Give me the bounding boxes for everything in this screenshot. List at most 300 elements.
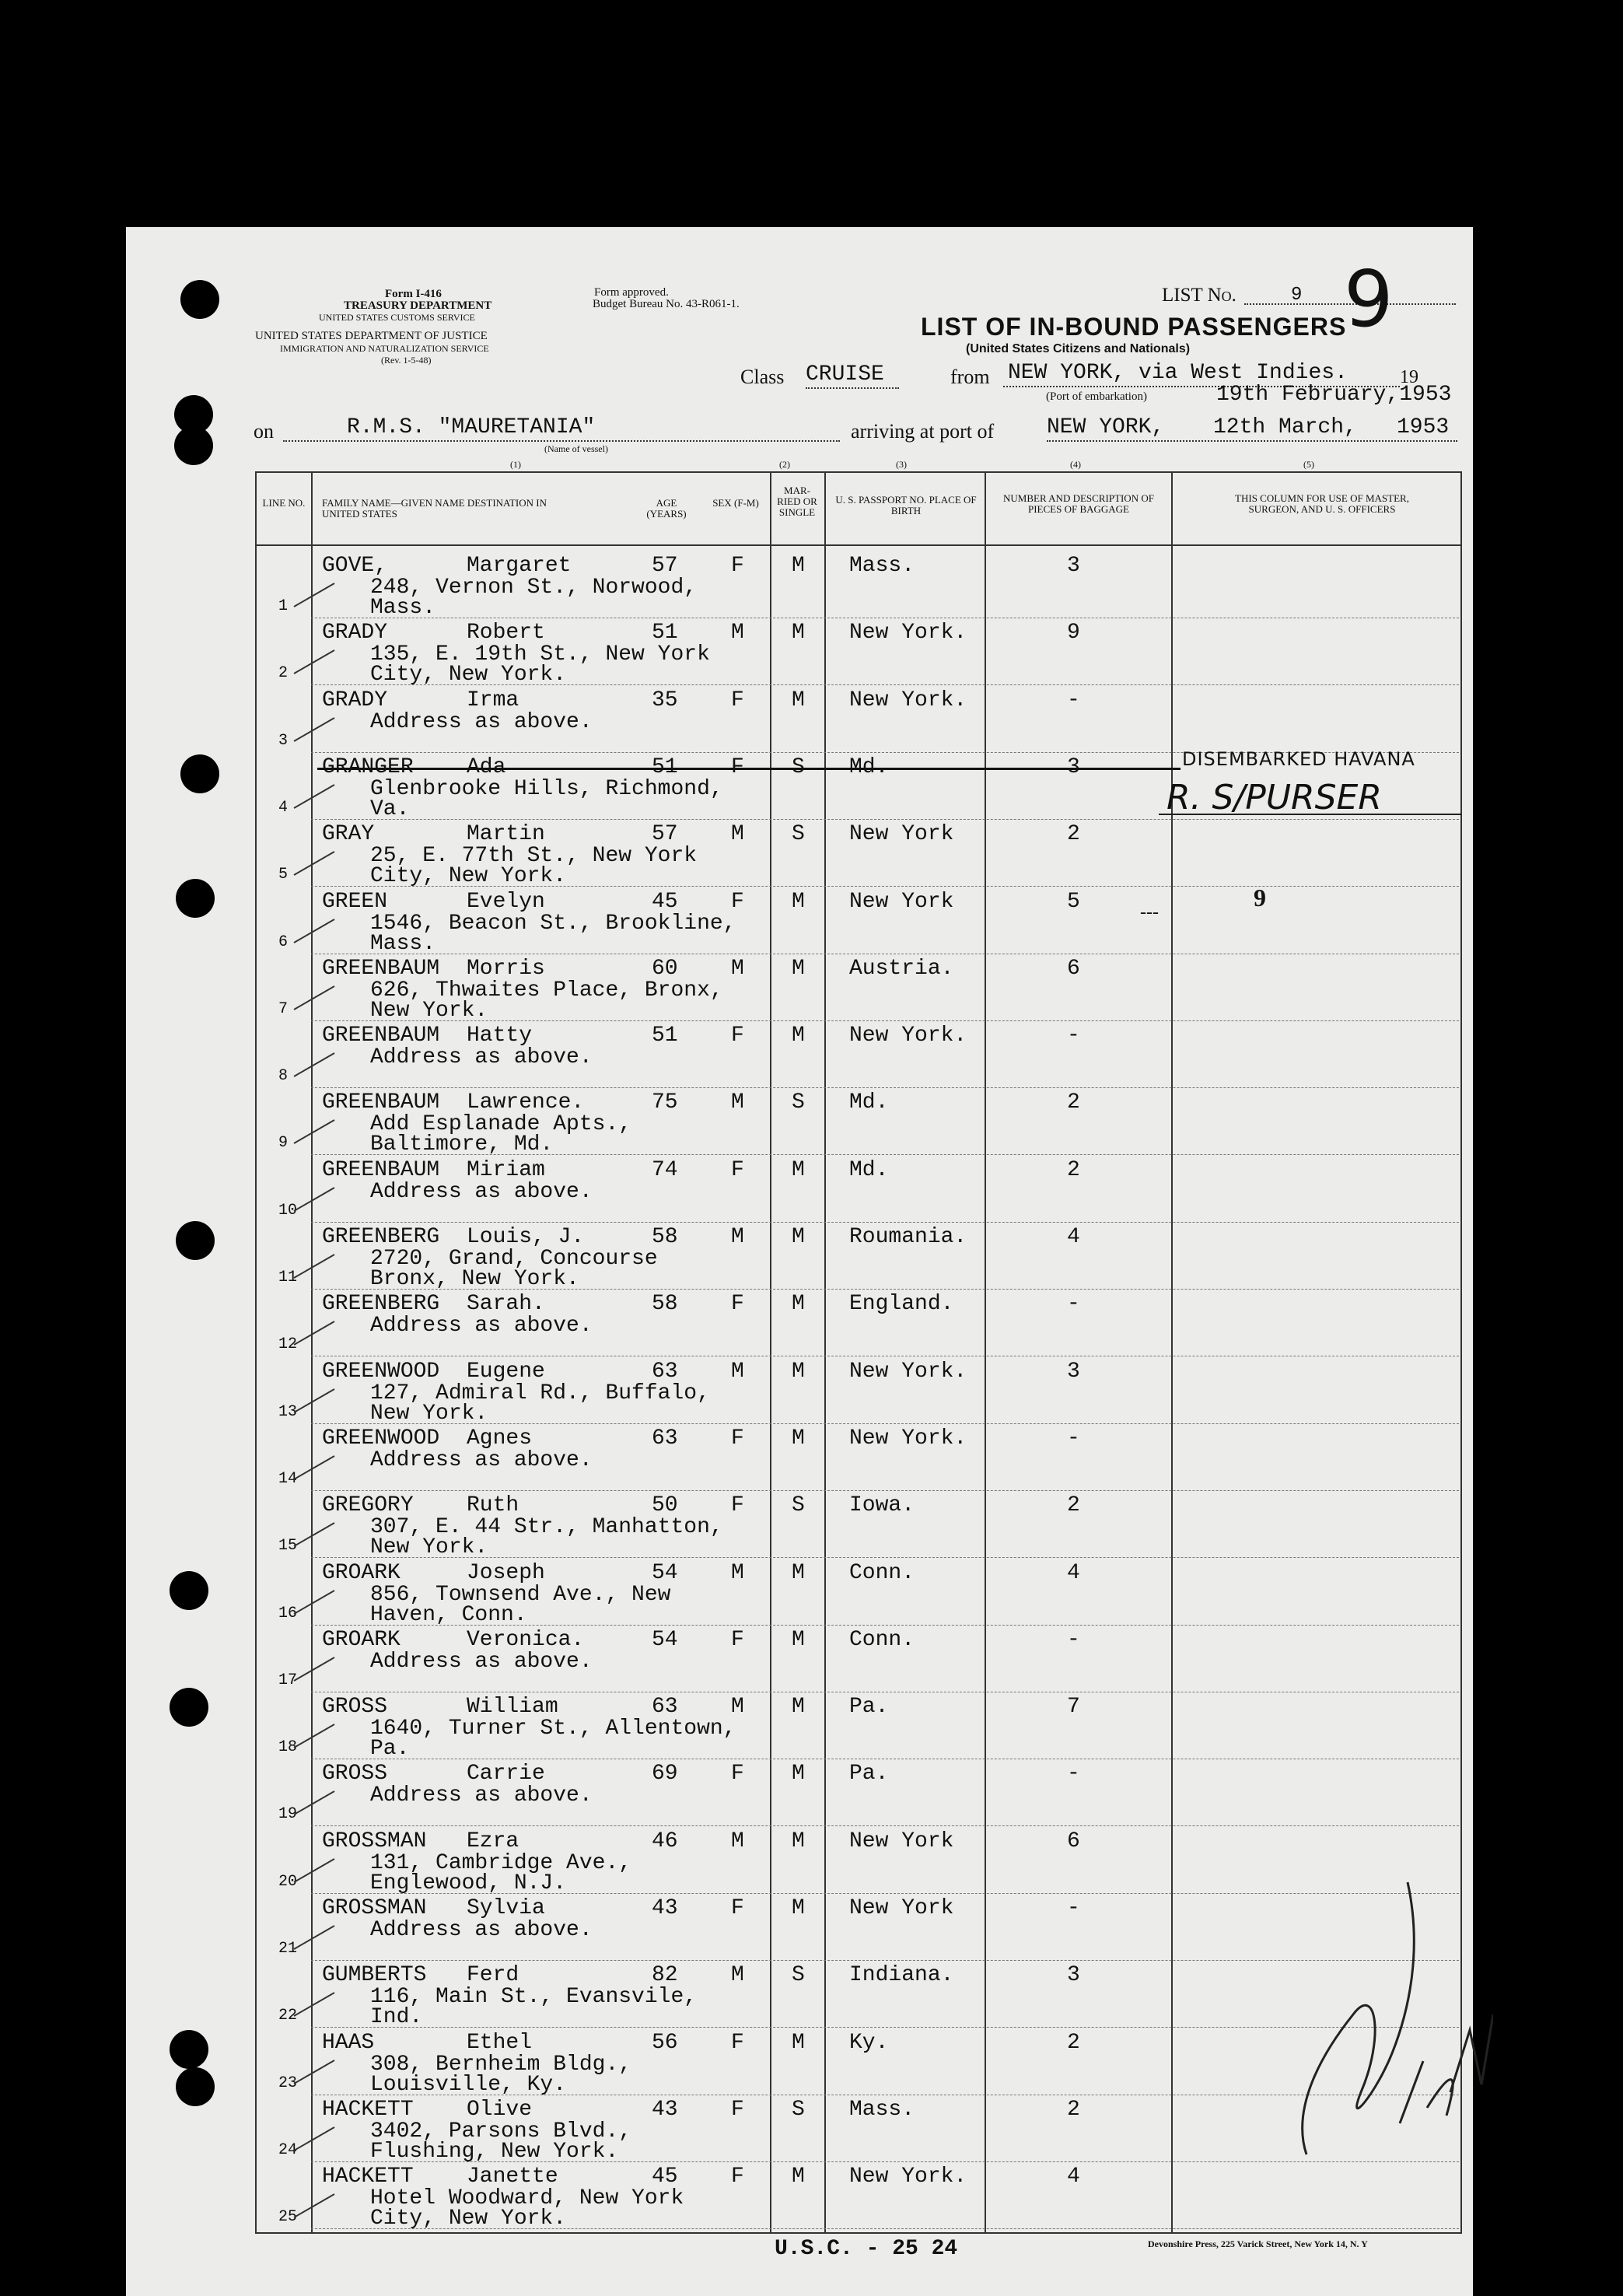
age: 43: [652, 1896, 678, 1920]
age: 51: [652, 754, 678, 779]
line-number: 18: [278, 1738, 298, 1757]
place-of-birth: New York: [849, 822, 954, 847]
line-number: 15: [278, 1537, 298, 1556]
baggage-count: -: [1067, 1292, 1080, 1317]
sex: F: [731, 1157, 744, 1182]
sex: M: [731, 1090, 744, 1115]
address-line-1: Address as above.: [370, 1447, 593, 1472]
list-number-label: LIST No.: [1162, 285, 1236, 306]
sex: M: [731, 1560, 744, 1585]
age: 75: [652, 1090, 678, 1115]
age: 63: [652, 1359, 678, 1384]
address-line-1: Address as above.: [370, 1649, 593, 1674]
sex: M: [731, 1963, 744, 1988]
age: 58: [652, 1292, 678, 1317]
place-of-birth: Md.: [849, 1157, 889, 1182]
sex: F: [731, 1493, 744, 1518]
surname: GREENWOOD: [322, 1359, 440, 1384]
address-line-1: 3402, Parsons Blvd.,: [370, 2119, 632, 2144]
table-row: [134, 1289, 1471, 1356]
arrival-line: [1047, 440, 1457, 442]
surname: GRAY: [322, 822, 375, 847]
sex: F: [731, 1627, 744, 1652]
baggage-count: 6: [1067, 956, 1080, 981]
baggage-count: 4: [1067, 1560, 1080, 1585]
given-name: Joseph: [467, 1560, 545, 1585]
place-of-birth: Md.: [849, 1090, 889, 1115]
sex: F: [731, 2030, 744, 2055]
marital-status: M: [792, 1426, 805, 1451]
address-line-1: Hotel Woodward, New York: [370, 2186, 684, 2211]
marital-status: M: [792, 1157, 805, 1182]
surname: HACKETT: [322, 2097, 414, 2122]
marital-status: M: [792, 889, 805, 914]
sex: M: [731, 1695, 744, 1720]
place-of-birth: Conn.: [849, 1627, 915, 1652]
age: 43: [652, 2097, 678, 2122]
vessel-note: (Name of vessel): [544, 443, 608, 454]
baggage-count: 3: [1067, 554, 1080, 578]
place-of-birth: New York.: [849, 2165, 967, 2189]
surname: HACKETT: [322, 2165, 414, 2189]
place-of-birth: Pa.: [849, 1695, 889, 1720]
given-name: Carrie: [467, 1762, 545, 1787]
age: 35: [652, 688, 678, 712]
address-line-2: City, New York.: [370, 663, 567, 688]
given-name: Louis, J.: [467, 1225, 585, 1249]
age: 45: [652, 2165, 678, 2189]
purser-signature: R. S/PURSER: [1167, 778, 1382, 817]
place-of-birth: New York: [849, 1896, 954, 1920]
age: 54: [652, 1627, 678, 1652]
address-line-2: Haven, Conn.: [370, 1602, 527, 1627]
line-number: 24: [278, 2140, 298, 2159]
line-number: 22: [278, 2007, 298, 2025]
address-line-2: New York.: [370, 1535, 488, 1560]
line-number: 13: [278, 1402, 298, 1421]
marital-status: M: [792, 2030, 805, 2055]
age: 56: [652, 2030, 678, 2055]
age: 58: [652, 1225, 678, 1249]
line-number: 1: [278, 597, 289, 615]
sex: M: [731, 1829, 744, 1853]
col-number-2: (2): [779, 459, 790, 470]
address-line-1: Glenbrooke Hills, Richmond,: [370, 776, 723, 801]
address-line-2: New York.: [370, 1401, 488, 1426]
sex: F: [731, 1292, 744, 1317]
line-number: 23: [278, 2074, 298, 2092]
address-line-2: Bronx, New York.: [370, 1267, 579, 1291]
table-row: [134, 2161, 1471, 2231]
address-line-2: Mass.: [370, 931, 436, 956]
marital-status: S: [792, 1963, 805, 1988]
line-number: 19: [278, 1805, 298, 1824]
embarkation-date: 19th February,1953: [1216, 383, 1452, 407]
punch-hole: [174, 426, 213, 465]
address-line-2: Va.: [370, 796, 410, 821]
baggage-count: -: [1067, 1762, 1080, 1787]
place-of-birth: Md.: [849, 754, 889, 779]
printer-imprint: Devonshire Press, 225 Varick Street, New York 14, N. Y: [1148, 2238, 1368, 2249]
col-header-line: LINE NO.: [262, 497, 306, 509]
port-embarkation-note: (Port of embarkation): [1046, 390, 1147, 403]
sex: M: [731, 1359, 744, 1384]
marital-status: M: [792, 554, 805, 578]
budget-bureau: Budget Bureau No. 43-R061-1.: [593, 298, 740, 310]
baggage-count: 7: [1067, 1695, 1080, 1720]
marital-status: S: [792, 822, 805, 847]
given-name: Veronica.: [467, 1627, 585, 1652]
marital-status: M: [792, 621, 805, 646]
strike-through-line: [317, 768, 1181, 770]
address-line-1: 25, E. 77th St., New York: [370, 844, 698, 869]
place-of-birth: Iowa.: [849, 1493, 915, 1518]
baggage-count: 2: [1067, 1157, 1080, 1182]
address-line-2: New York.: [370, 998, 488, 1023]
surname: GREENBERG: [322, 1292, 440, 1317]
age: 69: [652, 1762, 678, 1787]
given-name: William: [467, 1695, 558, 1720]
baggage-count: 3: [1067, 1359, 1080, 1384]
age: 45: [652, 889, 678, 914]
age: 46: [652, 1829, 678, 1853]
baggage-count: 2: [1067, 1493, 1080, 1518]
baggage-count: -: [1067, 1896, 1080, 1920]
punch-hole: [180, 280, 219, 319]
address-line-1: Address as above.: [370, 709, 593, 734]
address-line-1: 308, Bernheim Bldg.,: [370, 2052, 632, 2077]
given-name: Ethel: [467, 2030, 533, 2055]
baggage-count: 6: [1067, 1829, 1080, 1853]
baggage-count: 2: [1067, 2097, 1080, 2122]
col-header-married: MAR-RIED OR SINGLE: [777, 485, 817, 518]
given-name: Ruth: [467, 1493, 519, 1518]
place-of-birth: New York.: [849, 1024, 967, 1048]
form-approved: Form approved.: [594, 286, 669, 299]
class-value: CRUISE: [806, 362, 884, 387]
list-number: 9: [1291, 285, 1303, 306]
given-name: Hatty: [467, 1024, 533, 1048]
year-prefix: 19: [1400, 367, 1418, 387]
address-line-1: Address as above.: [370, 1045, 593, 1070]
age: 57: [652, 822, 678, 847]
age: 51: [652, 1024, 678, 1048]
table-row: [134, 1490, 1471, 1560]
age: 82: [652, 1963, 678, 1988]
line-number: 25: [278, 2208, 298, 2227]
line-number: 14: [278, 1469, 298, 1488]
given-name: Sylvia: [467, 1896, 545, 1920]
sex: F: [731, 2097, 744, 2122]
customs-service: UNITED STATES CUSTOMS SERVICE: [319, 312, 475, 323]
line-number: 17: [278, 1671, 298, 1689]
sex: F: [731, 1762, 744, 1787]
given-name: Janette: [467, 2165, 558, 2189]
marital-status: S: [792, 2097, 805, 2122]
col-number-5: (5): [1303, 459, 1314, 470]
place-of-birth: England.: [849, 1292, 954, 1317]
age: 63: [652, 1695, 678, 1720]
marital-status: M: [792, 1896, 805, 1920]
sex: F: [731, 754, 744, 779]
surname: GROSS: [322, 1762, 388, 1787]
col-header-age: AGE (YEARS): [646, 497, 687, 520]
row-separator: [311, 2228, 1459, 2229]
baggage-count: -: [1067, 688, 1080, 712]
place-of-birth: New York: [849, 889, 954, 914]
baggage-count: 5: [1067, 889, 1080, 914]
line-number: 12: [278, 1335, 298, 1354]
surname: GREENBAUM: [322, 1024, 440, 1048]
line-number: 7: [278, 999, 289, 1018]
surname: GROARK: [322, 1560, 401, 1585]
surname: GROARK: [322, 1627, 401, 1652]
baggage-count: 4: [1067, 1225, 1080, 1249]
address-line-2: Louisville, Ky.: [370, 2072, 567, 2097]
revision-date: (Rev. 1-5-48): [381, 355, 432, 366]
place-of-birth: New York.: [849, 688, 967, 712]
baggage-count: 3: [1067, 754, 1080, 779]
marital-status: M: [792, 1762, 805, 1787]
place-of-birth: Pa.: [849, 1762, 889, 1787]
baggage-count: 2: [1067, 1090, 1080, 1115]
baggage-count: -: [1067, 1426, 1080, 1451]
address-line-1: 127, Admiral Rd., Buffalo,: [370, 1381, 710, 1405]
sex: M: [731, 822, 744, 847]
address-line-1: 116, Main St., Evansvile,: [370, 1985, 698, 2010]
surname: HAAS: [322, 2030, 375, 2055]
age: 51: [652, 621, 678, 646]
baggage-count: 2: [1067, 2030, 1080, 2055]
place-of-birth: New York.: [849, 621, 967, 646]
table-row: [134, 819, 1471, 889]
surname: GREENBAUM: [322, 956, 440, 981]
from-value: NEW YORK, via West Indies.: [1008, 361, 1348, 385]
disembarked-note: DISEMBARKED HAVANA: [1182, 748, 1415, 770]
from-label: from: [950, 366, 990, 388]
place-of-birth: Mass.: [849, 554, 915, 578]
address-line-2: Englewood, N.J.: [370, 1871, 567, 1895]
arrival-date: 12th March,: [1213, 415, 1357, 439]
col-number-1: (1): [510, 459, 521, 470]
table-row: [134, 618, 1471, 688]
baggage-count: 2: [1067, 822, 1080, 847]
marital-status: S: [792, 1493, 805, 1518]
place-of-birth: Mass.: [849, 2097, 915, 2122]
marital-status: S: [792, 754, 805, 779]
address-line-1: 135, E. 19th St., New York: [370, 642, 710, 667]
given-name: Agnes: [467, 1426, 533, 1451]
address-line-2: Pa.: [370, 1737, 410, 1762]
sex: M: [731, 1225, 744, 1249]
place-of-birth: New York.: [849, 1426, 967, 1451]
marital-status: S: [792, 1090, 805, 1115]
address-line-2: Flushing, New York.: [370, 2139, 619, 2164]
age: 60: [652, 956, 678, 981]
marital-status: M: [792, 1829, 805, 1853]
given-name: Morris: [467, 956, 545, 981]
line-number: 2: [278, 664, 289, 683]
purser-underline: [1159, 814, 1462, 815]
sex: F: [731, 889, 744, 914]
handwritten-initials: [1260, 1859, 1493, 2170]
surname: GREENBAUM: [322, 1157, 440, 1182]
given-name: Margaret: [467, 554, 572, 578]
given-name: Evelyn: [467, 889, 545, 914]
sex: M: [731, 956, 744, 981]
age: 74: [652, 1157, 678, 1182]
surname: GROSSMAN: [322, 1829, 427, 1853]
marital-status: M: [792, 1359, 805, 1384]
col-header-sex: SEX (F-M): [712, 497, 759, 509]
address-line-1: 307, E. 44 Str., Manhatton,: [370, 1515, 723, 1540]
place-of-birth: Indiana.: [849, 1963, 954, 1988]
given-name: Ezra: [467, 1829, 519, 1853]
age: 57: [652, 554, 678, 578]
class-label: Class: [740, 366, 785, 388]
arriving-label: arriving at port of: [851, 420, 995, 443]
address-line-1: Address as above.: [370, 1918, 593, 1942]
annotation-dash: ---: [1140, 902, 1159, 922]
surname: GROSS: [322, 1695, 388, 1720]
line-number: 3: [278, 731, 289, 750]
place-of-birth: New York.: [849, 1359, 967, 1384]
ins-service: IMMIGRATION AND NATURALIZATION SERVICE: [280, 343, 489, 354]
place-of-birth: Conn.: [849, 1560, 915, 1585]
list-number-handwritten: 9: [1344, 254, 1394, 345]
marital-status: M: [792, 956, 805, 981]
age: 63: [652, 1426, 678, 1451]
address-line-2: City, New York.: [370, 864, 567, 889]
given-name: Sarah.: [467, 1292, 545, 1317]
address-line-1: 1546, Beacon St., Brookline,: [370, 911, 736, 936]
sex: F: [731, 1426, 744, 1451]
line-number: 10: [278, 1201, 298, 1220]
vessel-name: R.M.S. "MAURETANIA": [347, 415, 596, 439]
given-name: Irma: [467, 688, 519, 712]
annotation-nine: 9: [1254, 884, 1266, 912]
sex: F: [731, 2165, 744, 2189]
vessel-line: [283, 440, 840, 442]
surname: GREENBAUM: [322, 1090, 440, 1115]
line-number: 16: [278, 1604, 298, 1622]
given-name: Olive: [467, 2097, 533, 2122]
col-header-name: FAMILY NAME—GIVEN NAME DESTINATION IN UNITED STATES: [322, 497, 547, 520]
line-number: 9: [278, 1134, 289, 1153]
header-rule: [255, 544, 1460, 546]
surname: GUMBERTS: [322, 1963, 427, 1988]
address-line-1: Address as above.: [370, 1314, 593, 1339]
line-number: 21: [278, 1940, 298, 1958]
surname: GREEN: [322, 889, 388, 914]
given-name: Eugene: [467, 1359, 545, 1384]
given-name: Lawrence.: [467, 1090, 585, 1115]
baggage-count: -: [1067, 1627, 1080, 1652]
document-title: LIST OF IN-BOUND PASSENGERS: [921, 313, 1347, 341]
surname: GRANGER: [322, 754, 414, 779]
marital-status: M: [792, 688, 805, 712]
surname: GRADY: [322, 688, 388, 712]
given-name: Miriam: [467, 1157, 545, 1182]
age: 50: [652, 1493, 678, 1518]
justice-dept: UNITED STATES DEPARTMENT OF JUSTICE: [255, 330, 488, 342]
address-line-1: 1640, Turner St., Allentown,: [370, 1717, 736, 1741]
line-number: 8: [278, 1067, 289, 1086]
treasury-dept: TREASURY DEPARTMENT: [344, 299, 492, 312]
baggage-count: 9: [1067, 621, 1080, 646]
sex: F: [731, 554, 744, 578]
sex: F: [731, 1896, 744, 1920]
surname: GOVE,: [322, 554, 388, 578]
address-line-1: 856, Townsend Ave., New: [370, 1582, 671, 1607]
line-number: 11: [278, 1269, 298, 1286]
document-subtitle: (United States Citizens and Nationals): [966, 342, 1191, 355]
given-name: Robert: [467, 621, 545, 646]
marital-status: M: [792, 2165, 805, 2189]
col-header-baggage: NUMBER AND DESCRIPTION OF PIECES OF BAGGAGE: [1003, 492, 1154, 515]
surname: GREENBERG: [322, 1225, 440, 1249]
address-line-1: 131, Cambridge Ave.,: [370, 1850, 632, 1875]
col-header-officers: THIS COLUMN FOR USE OF MASTER, SURGEON, AND U. S. OFFICERS: [1235, 492, 1409, 515]
line-number: 20: [278, 1872, 298, 1891]
address-line-2: Ind.: [370, 2005, 423, 2030]
sex: F: [731, 688, 744, 712]
col-header-passport: U. S. PASSPORT NO. PLACE OF BIRTH: [835, 494, 977, 516]
address-line-1: 248, Vernon St., Norwood,: [370, 576, 698, 600]
address-line-2: City, New York.: [370, 2207, 567, 2231]
place-of-birth: Roumania.: [849, 1225, 967, 1249]
address-line-1: Address as above.: [370, 1179, 593, 1204]
surname: GROSSMAN: [322, 1896, 427, 1920]
marital-status: M: [792, 1225, 805, 1249]
place-of-birth: Austria.: [849, 956, 954, 981]
marital-status: M: [792, 1292, 805, 1317]
marital-status: M: [792, 1024, 805, 1048]
sex: M: [731, 621, 744, 646]
given-name: Ferd: [467, 1963, 519, 1988]
line-number: 4: [278, 798, 289, 817]
table-row: [134, 1759, 1471, 1825]
marital-status: M: [792, 1560, 805, 1585]
address-line-2: Mass.: [370, 596, 436, 620]
given-name: Ada: [467, 754, 506, 779]
footer-code: U.S.C. - 25 24: [775, 2237, 958, 2261]
col-number-3: (3): [896, 459, 907, 470]
address-line-1: Address as above.: [370, 1783, 593, 1808]
place-of-birth: Ky.: [849, 2030, 889, 2055]
surname: GREENWOOD: [322, 1426, 440, 1451]
arrival-port: NEW YORK,: [1047, 415, 1165, 439]
place-of-birth: New York: [849, 1829, 954, 1853]
age: 54: [652, 1560, 678, 1585]
line-number: 5: [278, 866, 289, 884]
address-line-2: Baltimore, Md.: [370, 1132, 554, 1157]
marital-status: M: [792, 1627, 805, 1652]
class-line: [806, 387, 899, 389]
surname: GRADY: [322, 621, 388, 646]
marital-status: M: [792, 1695, 805, 1720]
line-number: 6: [278, 933, 289, 951]
address-line-1: 2720, Grand, Concourse: [370, 1247, 658, 1271]
sex: F: [731, 1024, 744, 1048]
col-number-4: (4): [1070, 459, 1081, 470]
on-label: on: [254, 420, 274, 443]
address-line-1: 626, Thwaites Place, Bronx,: [370, 978, 723, 1003]
baggage-count: 3: [1067, 1963, 1080, 1988]
address-line-1: Add Esplanade Apts.,: [370, 1112, 632, 1137]
baggage-count: -: [1067, 1024, 1080, 1048]
given-name: Martin: [467, 822, 545, 847]
